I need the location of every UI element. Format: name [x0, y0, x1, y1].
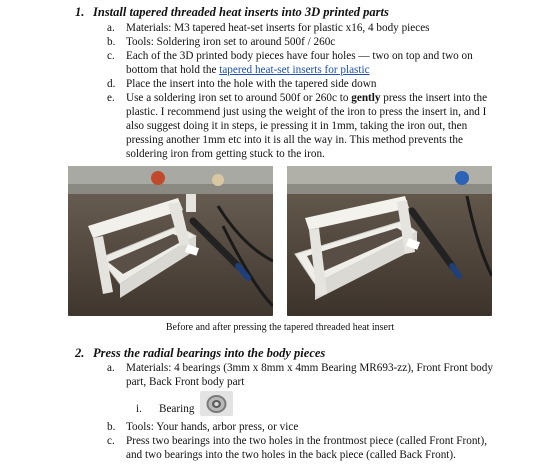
- item-2a-label: a.: [107, 362, 115, 374]
- item-2a-i-text: Bearing: [159, 403, 195, 415]
- item-1e-line-2: plastic. I recommend just using the weight of the iron to press the insert in, and I: [126, 106, 487, 118]
- item-1e-line-1-bold: gently: [351, 92, 381, 104]
- bearing-image: [200, 391, 233, 416]
- item-1c-label: c.: [107, 50, 115, 62]
- section-2-heading: [75, 346, 325, 361]
- item-1a-text: Materials: M3 tapered heat-set inserts for plastic x16, 4 body pieces: [126, 22, 430, 34]
- item-1b-label: b.: [107, 36, 116, 48]
- section-1-title: Install tapered threaded heat inserts into 3D printed parts: [93, 5, 389, 19]
- item-1d-text: Place the insert into the hole with the tapered side down: [126, 78, 377, 90]
- item-1e-line-1-post: press the insert into the: [380, 92, 488, 104]
- item-2c-line-1: Press two bearings into the two holes in the frontmost piece (called Front Front),: [126, 435, 488, 447]
- item-2c-label: c.: [107, 435, 115, 447]
- item-2a-line-2: part, Back Front body part: [126, 376, 245, 388]
- section-2-number: 2.: [75, 346, 85, 360]
- item-1e-line-1: [126, 91, 487, 105]
- item-1e-line-4: pressing another 1mm etc into it is all the way in. This method prevents the: [126, 134, 463, 146]
- heat-set-inserts-link[interactable]: tapered heat-set inserts for plastic: [219, 64, 370, 76]
- item-2b-text: Tools: Your hands, arbor press, or vice: [126, 421, 299, 433]
- section-1-heading: [75, 5, 389, 20]
- item-1a-label: a.: [107, 22, 115, 34]
- photo-before-insert: [68, 166, 273, 316]
- section-2-title: Press the radial bearings into the body pieces: [93, 346, 326, 360]
- item-1d-label: d.: [107, 78, 116, 90]
- section-1-number: 1.: [75, 5, 85, 19]
- item-2c-line-2: and two bearings into the two holes in the back piece (called Back Front).: [126, 449, 456, 461]
- item-2a-line-1: Materials: 4 bearings (3mm x 8mm x 4mm Bearing MR693-zz), Front Front body: [126, 362, 493, 374]
- item-2a-i-label: i.: [136, 403, 142, 415]
- item-1e-line-5: soldering iron from getting stuck to the iron.: [126, 148, 325, 160]
- item-1c-line-2: [126, 63, 370, 77]
- item-1b-text: Tools: Soldering iron set to around 500f / 260c: [126, 36, 336, 48]
- item-1c-line-2-text: bottom that hold the: [126, 64, 220, 76]
- photo-after-insert: [287, 166, 492, 316]
- item-1e-line-3: also suggest doing it in steps, ie pressing it in 1mm, taking the iron out, then: [126, 120, 468, 132]
- item-2b-label: b.: [107, 421, 116, 433]
- item-1e-label: e.: [107, 92, 115, 104]
- item-1c-line-1: Each of the 3D printed body pieces have four holes — two on top and two on: [126, 50, 473, 62]
- figure-caption: Before and after pressing the tapered threaded heat insert: [165, 322, 395, 333]
- item-1e-line-1-pre: Use a soldering iron set to around 500f or 260c to: [126, 92, 352, 104]
